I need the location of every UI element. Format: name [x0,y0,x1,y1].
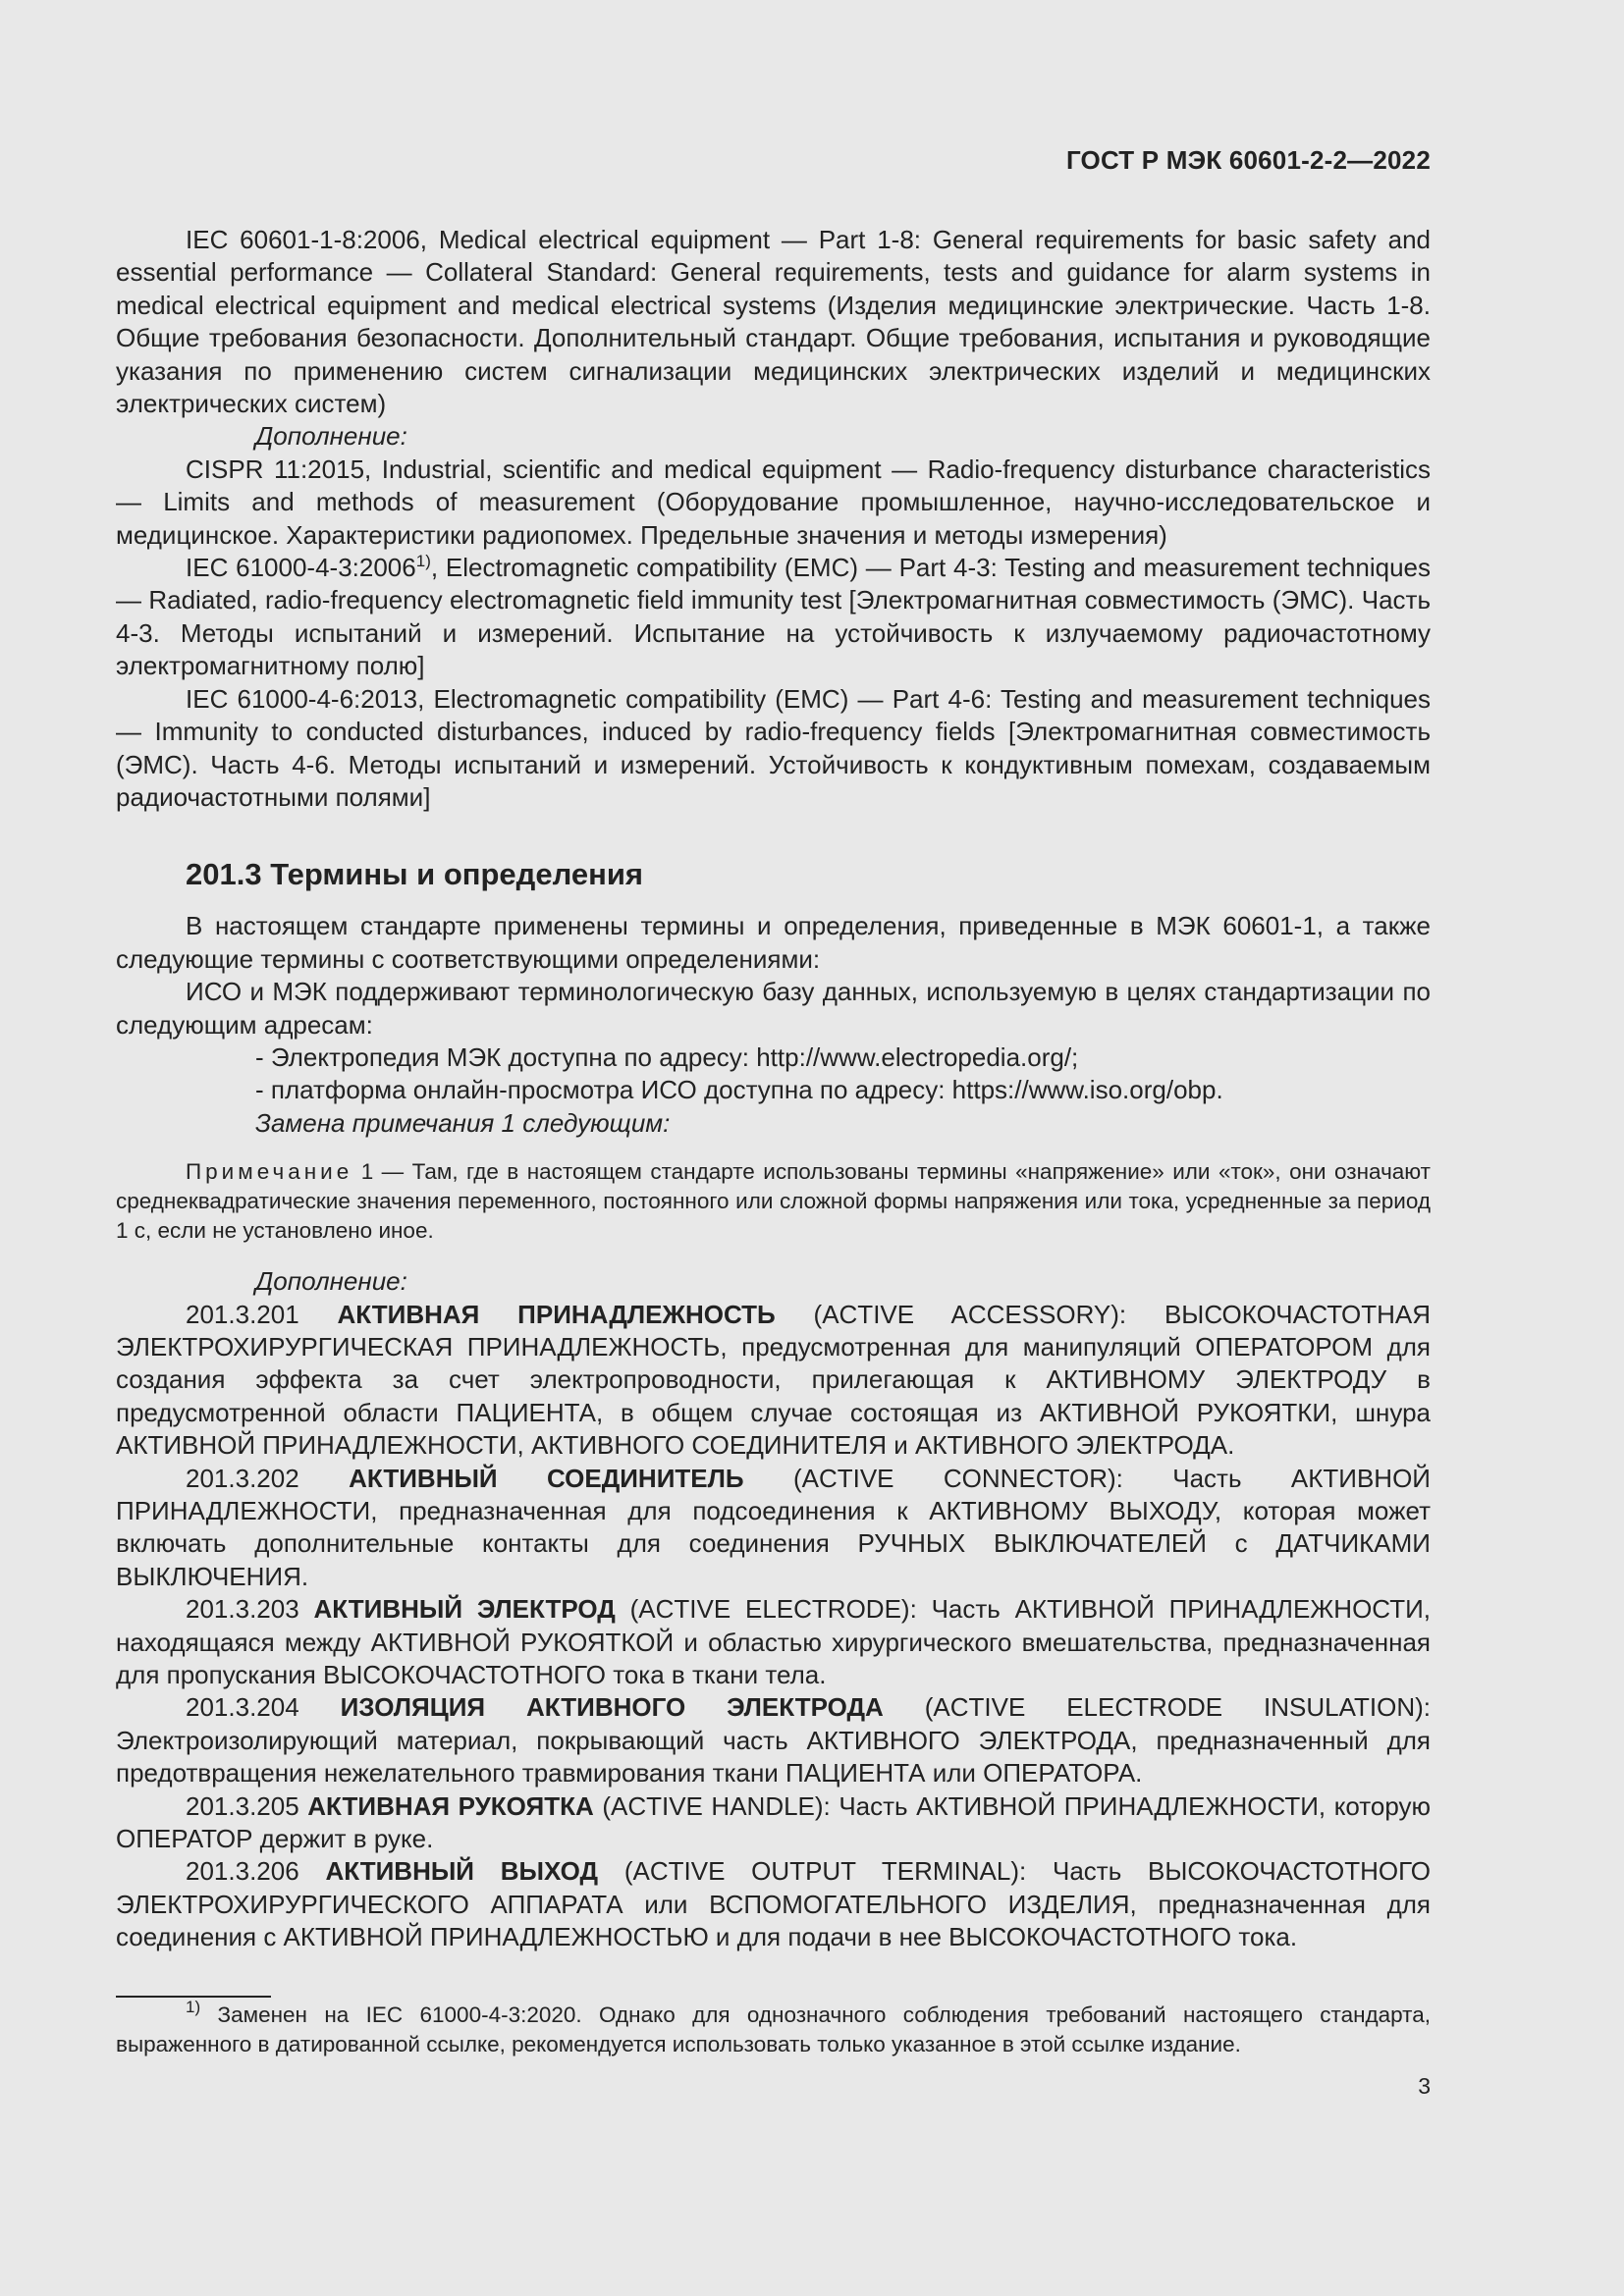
term-name: ИЗОЛЯЦИЯ АКТИВНОГО ЭЛЕКТРОДА [340,1692,884,1723]
note-paragraph [116,1157,1431,1246]
term-definition: (ACTIVE HANDLE): Часть АКТИВНОЙ ПРИНАДЛЕЖНОСТИ, которую ОПЕРАТОР держит в руке. [116,1790,1431,1854]
document-body [116,224,1431,1954]
term-definition: (ACTIVE ACCESSORY): ВЫСОКОЧАСТОТНАЯ ЭЛЕКТРОХИРУРГИЧЕСКАЯ ПРИНАДЛЕЖНОСТЬ, предусмотренная для манипуляций ОПЕРАТОРОМ для создания эффекта за счет электропроводности, прилегающая к АКТИВНОМУ ЭЛЕКТРОДУ в предусмотренной области ПАЦИЕНТА, в общем случае состоящая из АКТИВНОЙ РУКОЯТКИ, шнура АКТИВНОЙ ПРИНАДЛЕЖНОСТИ, АКТИВНОГО СОЕДИНИТЕЛЯ и АКТИВНОГО ЭЛЕКТРОДА. [116,1299,1431,1461]
section-title: 201.3 Термины и определения [186,857,643,892]
term-name: АКТИВНЫЙ ВЫХОД [325,1856,599,1887]
replacement-label: Замена примечания 1 следующим: [255,1107,671,1138]
footnote-marker: 1) [415,552,431,571]
reference-iec-61000-4-3 [116,552,1431,683]
note-text: — Там, где в настоящем стандарте использованы термины «напряжение» или «ток», они означают среднеквадратические значения переменного, постоянного или сложной формы напряжения или тока, усредненные за период 1 с, если не установлено иное. [116,1159,1431,1244]
reference-code: IEC 61000-4-3:2006 [186,553,416,583]
term-entry [116,1855,1431,1953]
document-page [116,0,1431,2296]
supplement-label: Дополнение: [255,1266,407,1297]
term-number: 201.3.201 [186,1299,338,1329]
footnote-text [116,1998,1431,2059]
term-number: 201.3.206 [186,1856,326,1887]
reference-text: , Electromagnetic compatibility (EMC) — Part 4-3: Testing and measurement techniques — Radiated, radio-frequency electromagnetic field immunity test [Электромагнитная совместимость (ЭМС). Часть 4-3. Методы испытаний и измерений. Испытание на устойчивость к излучаемому радиочастотному электромагнитному полю] [116,553,1431,681]
supplement-label: Дополнение: [255,421,407,452]
term-name: АКТИВНЫЙ СОЕДИНИТЕЛЬ [349,1463,744,1493]
term-number: 201.3.203 [186,1594,314,1625]
note-block [116,1157,1431,1246]
note-number: 1 [360,1159,374,1185]
reference-cispr-11: CISPR 11:2015, Industrial, scientific and medical equipment — Radio-frequency disturbance characteristics — Limits and methods of measurement (Оборудование промышленное, научно-исследовательское и медицинское. Характеристики радиопомех. Предельные значения и методы измерения) [116,454,1431,550]
term-definition: (ACTIVE ELECTRODE): Часть АКТИВНОЙ ПРИНАДЛЕЖНОСТИ, находящаяся между АКТИВНОЙ РУКОЯТКОЙ и областью хирургического вмешательства, предназначенная для пропускания ВЫСОКОЧАСТОТНОГО тока в ткани тела. [116,1594,1431,1690]
footnote [116,1998,1431,2059]
footnote-marker: 1) [186,1998,201,2016]
term-number: 201.3.202 [186,1463,350,1493]
term-name: АКТИВНАЯ ПРИНАДЛЕЖНОСТЬ [337,1299,776,1329]
term-name: АКТИВНАЯ РУКОЯТКА [307,1790,594,1821]
term-name: АКТИВНЫЙ ЭЛЕКТРОД [313,1594,616,1625]
note-label: Примечание [186,1159,353,1185]
term-definition: (ACTIVE CONNECTOR): Часть АКТИВНОЙ ПРИНАДЛЕЖНОСТИ, предназначенная для подсоединения к АКТИВНОМУ ВЫХОДУ, которая может включать дополнительные контакты для соединения РУЧНЫХ ВЫКЛЮЧАТЕЛЕЙ с ДАТЧИКАМИ ВЫКЛЮЧЕНИЯ. [116,1463,1431,1591]
term-entry [116,1790,1431,1856]
footnote-body: Заменен на IEC 61000-4-3:2020. Однако для однозначного соблюдения требований настоящего стандарта, выраженного в датированной ссылке, рекомендуется использовать только указанное в этой ссылке издание. [116,2002,1431,2056]
term-number: 201.3.205 [186,1790,308,1821]
page-number: 3 [1418,2073,1431,2099]
term-entry [116,1593,1431,1691]
term-number: 201.3.204 [186,1692,341,1723]
list-item: - Электропедия МЭК доступна по адресу: http://www.electropedia.org/; [255,1041,1079,1072]
term-definition: (ACTIVE OUTPUT TERMINAL): Часть ВЫСОКОЧАСТОТНОГО ЭЛЕКТРОХИРУРГИЧЕСКОГО АППАРАТА или ВСПОМОГАТЕЛЬНОГО ИЗДЕЛИЯ, предназначенная для соединения с АКТИВНОЙ ПРИНАДЛЕЖНОСТЬЮ и для подачи в нее ВЫСОКОЧАСТОТНОГО тока. [116,1856,1431,1952]
term-entry [116,1463,1431,1594]
term-entry [116,1691,1431,1789]
terminology-database: ИСО и МЭК поддерживают терминологическую базу данных, используемую в целях стандартизации по следующим адресам: [116,977,1431,1040]
reference-iec-61000-4-6: IEC 61000-4-6:2013, Electromagnetic compatibility (EMC) — Part 4-6: Testing and measurement techniques — Immunity to conducted disturbances, induced by radio-frequency fields [Электромагнитная совместимость (ЭМС). Часть 4-6. Методы испытаний и измерений. Устойчивость к кондуктивным помехам, создаваемым радиочастотными полями] [116,683,1431,812]
reference-iec-60601-1-8: IEC 60601-1-8:2006, Medical electrical equipment — Part 1-8: General requirements for basic safety and essential performance — Collateral Standard: General requirements, tests and guidance for alarm systems in medical electrical equipment and medical electrical systems (Изделия медицинские электрические. Часть 1-8. Общие требования безопасности. Дополнительный стандарт. Общие требования, испытания и руководящие указания по применению систем сигнализации медицинских электрических изделий и медицинских электрических систем) [116,225,1431,419]
list-item: - платформа онлайн-просмотра ИСО доступна по адресу: https://www.iso.org/obp. [255,1075,1223,1105]
document-header: ГОСТ Р МЭК 60601-2-2—2022 [1065,145,1431,175]
section-intro: В настоящем стандарте применены термины и определения, приведенные в МЭК 60601-1, а также следующие термины с соответствующими определениями: [116,911,1431,974]
term-entry [116,1299,1431,1463]
term-definition: (ACTIVE ELECTRODE INSULATION): Электроизолирующий материал, покрывающий часть АКТИВНОГО ЭЛЕКТРОДА, предназначенный для предотвращения нежелательного травмирования ткани ПАЦИЕНТА или ОПЕРАТОРА. [116,1692,1432,1789]
